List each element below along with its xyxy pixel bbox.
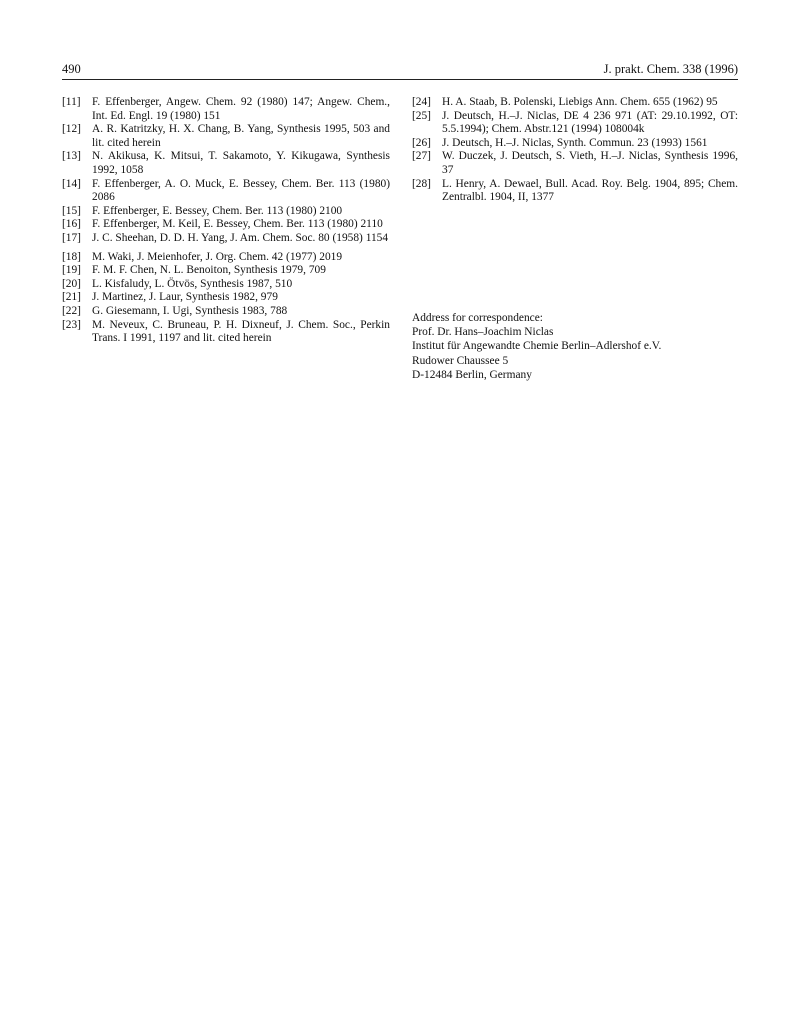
reference-number: [26]	[412, 136, 431, 149]
reference-item	[62, 96, 390, 123]
reference-number: [19]	[62, 264, 81, 277]
reference-item	[62, 178, 390, 205]
reference-number: [22]	[62, 304, 81, 317]
reference-item	[62, 319, 390, 346]
reference-item	[62, 218, 390, 232]
reference-number: [24]	[412, 96, 431, 108]
reference-text: J. Martinez, J. Laur, Synthesis 1982, 979	[92, 291, 278, 304]
reference-item	[412, 96, 738, 110]
reference-number: [17]	[62, 231, 81, 244]
address-city: D-12484 Berlin, Germany	[412, 368, 532, 381]
reference-number: [11]	[62, 96, 81, 108]
reference-text: F. Effenberger, M. Keil, E. Bessey, Chem. Ber. 113 (1980) 2110	[92, 218, 383, 231]
reference-item	[62, 291, 390, 305]
address-street: Rudower Chaussee 5	[412, 354, 509, 367]
reference-number: [25]	[412, 109, 431, 122]
reference-item	[62, 205, 390, 219]
reference-number: [28]	[412, 177, 431, 190]
reference-number: [13]	[62, 150, 81, 163]
reference-text: F. Effenberger, E. Bessey, Chem. Ber. 113 (1980) 2100	[92, 204, 343, 217]
reference-number: [12]	[62, 123, 81, 136]
reference-number: [15]	[62, 204, 81, 217]
reference-number: [14]	[62, 177, 81, 190]
running-head: J. prakt. Chem. 338 (1996)	[603, 62, 738, 76]
reference-text: N. Akikusa, K. Mitsui, T. Sakamoto, Y. Kikugawa, Synthesis 1992, 1058	[92, 150, 390, 176]
reference-item	[62, 232, 390, 246]
reference-text: H. A. Staab, B. Polenski, Liebigs Ann. Chem. 655 (1962) 95	[442, 96, 718, 108]
page-number: 490	[62, 62, 81, 76]
reference-text: F. M. F. Chen, N. L. Benoiton, Synthesis 1979, 709	[92, 264, 326, 277]
reference-item	[62, 264, 390, 278]
reference-text: M. Neveux, C. Bruneau, P. H. Dixneuf, J. Chem. Soc., Perkin Trans. I 1991, 1197 and lit. cited herein	[92, 318, 390, 345]
reference-item	[412, 178, 738, 205]
reference-text: A. R. Katritzky, H. X. Chang, B. Yang, Synthesis 1995, 503 and lit. cited herein	[92, 123, 390, 149]
address-institute: Institut für Angewandte Chemie Berlin–Adlershof e.V.	[412, 340, 662, 353]
reference-text: J. Deutsch, H.–J. Niclas, DE 4 236 971 (AT: 29.10.1992, OT: 5.5.1994); Chem. Abstr.121 (1994) 108004k	[442, 109, 738, 136]
reference-number: [18]	[62, 250, 81, 263]
address-heading: Address for correspondence:	[412, 312, 543, 324]
correspondence-address	[412, 311, 738, 382]
reference-item	[412, 110, 738, 137]
reference-text: L. Kisfaludy, L. Ötvös, Synthesis 1987, 510	[92, 277, 293, 290]
reference-text: F. Effenberger, A. O. Muck, E. Bessey, Chem. Ber. 113 (1980) 2086	[92, 177, 390, 204]
reference-text: M. Waki, J. Meienhofer, J. Org. Chem. 42 (1977) 2019	[92, 250, 343, 263]
references-left-column	[62, 96, 390, 346]
reference-number: [20]	[62, 277, 81, 290]
reference-text: F. Effenberger, Angew. Chem. 92 (1980) 147; Angew. Chem., Int. Ed. Engl. 19 (1980) 151	[92, 96, 390, 122]
reference-number: [27]	[412, 150, 431, 163]
reference-number: [23]	[62, 318, 81, 331]
reference-item	[62, 251, 390, 265]
reference-text: J. Deutsch, H.–J. Niclas, Synth. Commun. 23 (1993) 1561	[442, 136, 708, 149]
references-right-column	[412, 96, 738, 205]
reference-item	[62, 150, 390, 177]
reference-text: J. C. Sheehan, D. D. H. Yang, J. Am. Chem. Soc. 80 (1958) 1154	[92, 231, 389, 244]
reference-item	[62, 305, 390, 319]
page-header	[62, 62, 738, 80]
address-name: Prof. Dr. Hans–Joachim Niclas	[412, 326, 554, 339]
reference-number: [21]	[62, 291, 81, 304]
reference-item	[412, 137, 738, 151]
reference-item	[412, 150, 738, 177]
reference-item	[62, 123, 390, 150]
reference-number: [16]	[62, 218, 81, 231]
reference-text: G. Giesemann, I. Ugi, Synthesis 1983, 788	[92, 304, 288, 317]
reference-text: W. Duczek, J. Deutsch, S. Vieth, H.–J. Niclas, Synthesis 1996, 37	[442, 150, 738, 176]
reference-text: L. Henry, A. Dewael, Bull. Acad. Roy. Belg. 1904, 895; Chem. Zentralbl. 1904, II, 1377	[442, 177, 738, 204]
reference-item	[62, 278, 390, 292]
